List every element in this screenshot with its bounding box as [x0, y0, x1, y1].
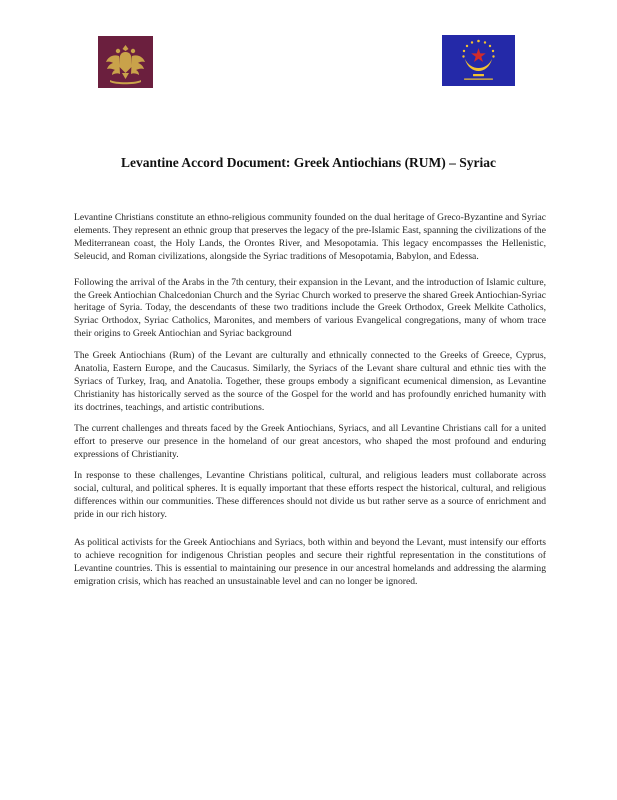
- document-title: Levantine Accord Document: Greek Antiochians (RUM) – Syriac: [120, 155, 497, 170]
- paragraph-1: Levantine Christians constitute an ethno-religious community founded on the dual heritage of Greco-Byzantine and Syriac elements. They represent an ethnic group that preserves the legacy of the pre-Islamic East, spanning the civilizations of the Mediterranean coast, the Holy Lands, the Orontes River, and Mesopotamia. This legacy encompasses the Hellenistic, Seleucid, and Roman civilizations, alongside the Syriac traditions of Mesopotamia, Babylon, and Edessa.: [74, 212, 546, 262]
- stars-crescent-emblem-icon: [442, 35, 515, 86]
- right-logo: [442, 35, 515, 86]
- paragraph-6: As political activists for the Greek Antiochians and Syriacs, both within and beyond the Levant, must intensify our efforts to achieve recognition for indigenous Christian peoples and secure their rightful representation in the constitutions of Levantine countries. This is essential to maintaining our presence in our ancestral homelands and addressing the alarming emigration crisis, which has reached an unsustainable level and can no longer be ignored.: [74, 537, 546, 587]
- paragraph-3: The Greek Antiochians (Rum) of the Levant are culturally and ethnically connected to the Greeks of Greece, Cyprus, Anatolia, Eastern Europe, and the Caucasus. Similarly, the Syriacs of the Levant share cultural and ethnic ties with the Syriacs of Turkey, Iraq, and Anatolia. Together, these groups embody a significant ecumenical dimension, as Levantine Christianity has historically served as the source of the Gospel for the world and has profoundly enriched humanity with its doctrines, teachings, and artistic contributions.: [74, 350, 546, 413]
- left-logo: [98, 36, 153, 88]
- document-body: [74, 212, 546, 589]
- paragraph-2: Following the arrival of the Arabs in the 7th century, their expansion in the Levant, and the introduction of Islamic culture, the Greek Antiochian Chalcedonian Church and the Syriac Church worked to preserve the shared Greek Antiochian-Syriac heritage of Syria. Today, the descendants of these two traditions include the Greek Orthodox, Greek Melkite Catholics, Syriac Orthodox, Syriac Catholics, Maronites, and members of various Evangelical congregations, many of whom trace their origins to Greek Antiochian and Syriac background: [74, 276, 546, 340]
- double-headed-eagle-icon: [98, 36, 153, 88]
- paragraph-5: In response to these challenges, Levantine Christians political, cultural, and religious leaders must collaborate across social, cultural, and political spheres. It is equally important that these efforts respect the historical, cultural, and religious differences within our communities. These differences should not divide us but rather serve as a source of enrichment and pride in our rich history.: [74, 470, 546, 521]
- paragraph-4: The current challenges and threats faced by the Greek Antiochians, Syriacs, and all Levantine Christians call for a united effort to preserve our presence in the homeland of our great ancestors, who shaped the most profound and enduring expressions of Christianity.: [74, 422, 546, 460]
